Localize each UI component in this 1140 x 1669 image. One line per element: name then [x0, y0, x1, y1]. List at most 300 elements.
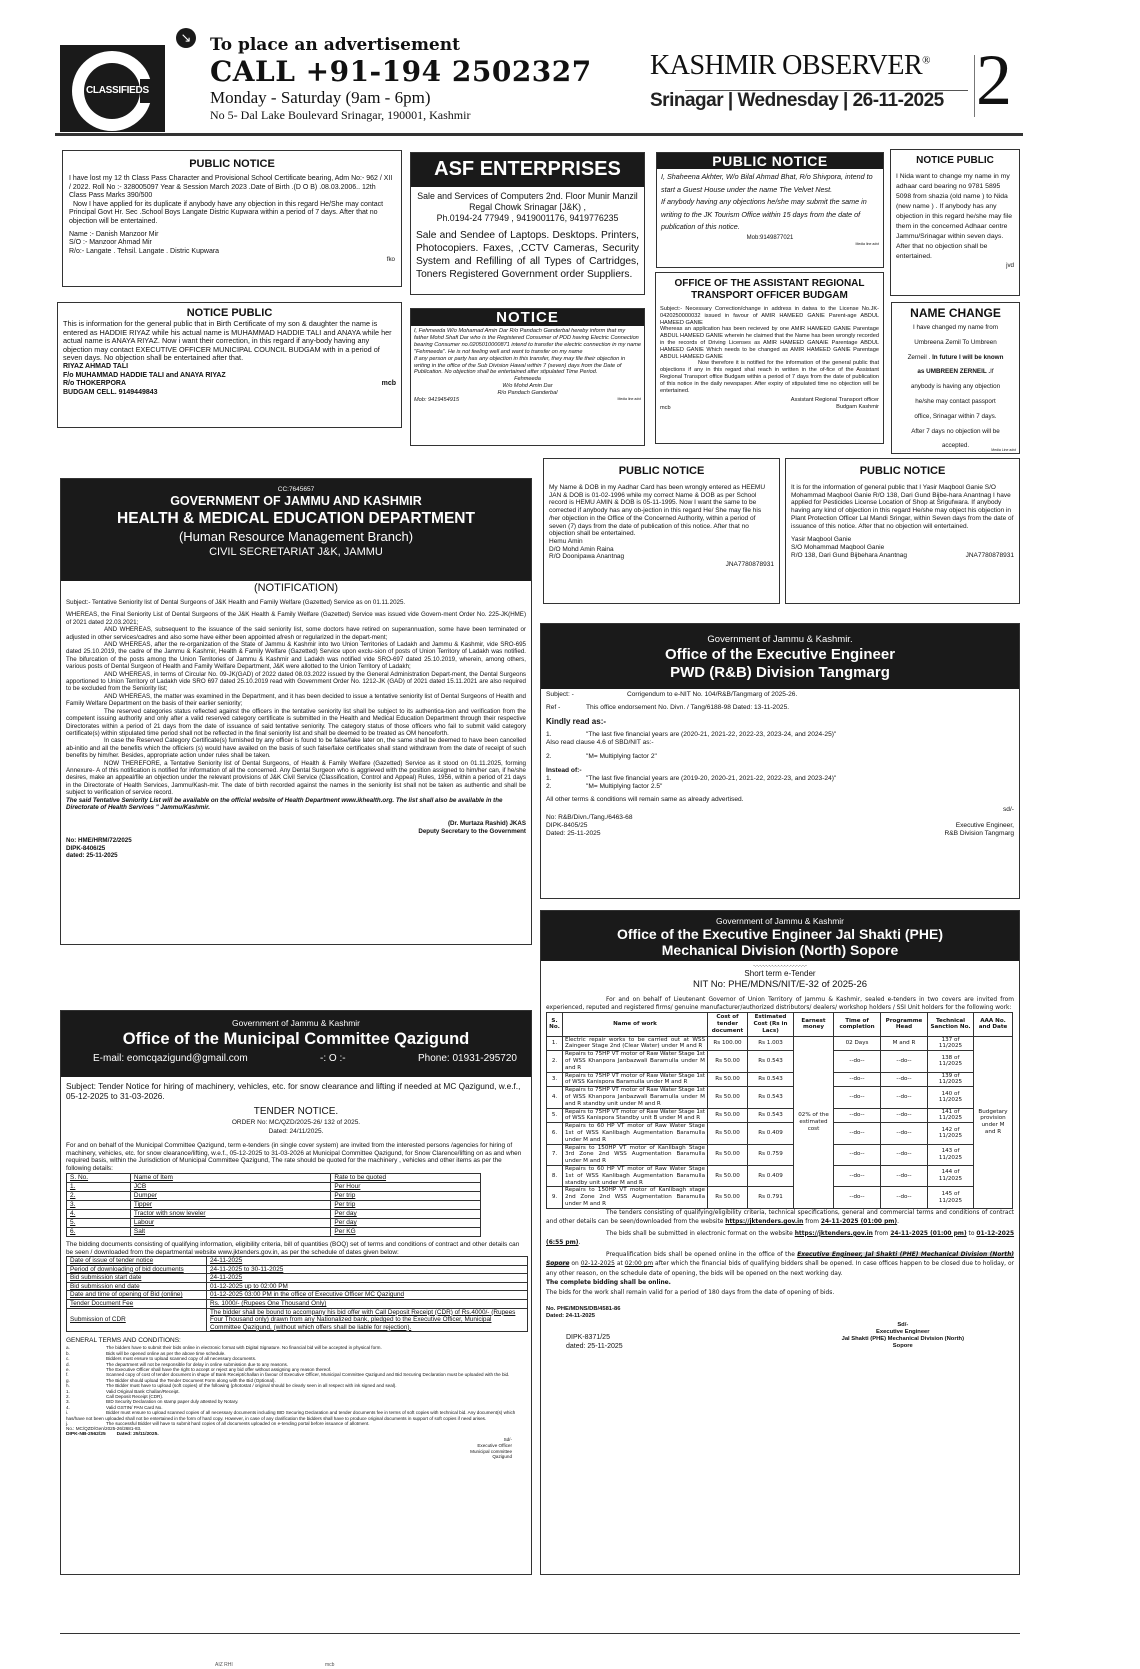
mcq-item-cell: Per trip	[331, 1192, 481, 1201]
classifieds-logo-text: CLASSIFIEDS	[86, 85, 149, 96]
asf-phone[interactable]: Ph.0194-24 77949 , 9419001176, 9419776235	[436, 213, 619, 223]
pwd-all: All other terms & conditions will remain same as already advertised.	[546, 796, 744, 803]
phe-p2d1: 24-11-2025 (01:00 pm)	[890, 1230, 967, 1237]
notice-body: I, Fehmeeda W/o Mohamad Amin Dar R/o Pandach Ganderbal hereby inform that my father Mohd Shafi Dar who is the Registered Consumer of PDD having Electric Connection bearing Consumer no.0205010000871 intend to transfer the electric connection in my name "Fehmeeda". He is not feeling well and want to transfer on my name	[414, 328, 642, 355]
phe-cell-time: --do--	[834, 1165, 881, 1186]
phe-title1: Office of the Executive Engineer Jal Shakti (PHE)	[617, 926, 943, 942]
mcq-item-cell: Per day	[331, 1210, 481, 1219]
phe-p4: The complete bidding shall be online.	[546, 1280, 671, 1287]
phe-cell-earnest: 02% of the estimated cost	[794, 1036, 834, 1208]
phe-cell-work: Repairs to 75HP VT motor of Raw Water Stage 1st of WSS Kanispora Baramulla under M and R	[563, 1072, 708, 1087]
mcq-item-row	[67, 1192, 481, 1201]
phe-cell-sanction: 138 of 11/2025	[928, 1051, 974, 1072]
phe-cell-cost-doc: Rs 50.00	[708, 1072, 748, 1087]
notice-do: D/O Mohd Amin Raina	[549, 545, 614, 553]
notice-body: Now I have applied for its duplicate if anybody have any objection in this regard He/She may contact Principal Govt Hr. Sec .School Boys Langate Distric Kupwara within a period of 7 days. After that no objection will be entertained.	[69, 200, 384, 225]
phe-cell-time: 02 Days	[834, 1036, 881, 1051]
phe-cell-aaa: Budgetary provision under M and R	[974, 1036, 1013, 1208]
pwd-refs	[546, 814, 633, 838]
pwd-title1: Office of the Executive Engineer	[664, 646, 896, 663]
pwd-tangmarg-corrigendum	[540, 623, 1020, 899]
phe-cell-cost-doc: Rs 50.00	[708, 1108, 748, 1123]
phe-p3a: Prequalification bids shall be opened online in the office of the	[606, 1251, 795, 1258]
mcq-term-text: The Bidder should upload the Tender Document Form along with the Bid (Optional).	[106, 1377, 276, 1383]
phe-p1b: from	[805, 1219, 819, 1226]
mcq-schedule-cell: The bidder shall be bound to accompany his bid offer with Call Deposit Receipt (CDR) of Rs.4000/- (Rupees Four Thousand only) drawn from any Nationalized bank, pledged to the Executive Officer, Municipal Committee Qazigund, (without which offers shall be liable for rejection).	[207, 1308, 528, 1332]
notice-name: Yasir Maqbool Ganie	[791, 536, 852, 544]
mcq-bidding: The bidding documents consisting of qualifying information, eligibility criteria, bill of quantities (BOQ) set of terms and conditions of contract and other details can be seen / downloaded from the departmental website www.jktenders.gov.in, as per the schedule of dates given below:	[66, 1241, 520, 1256]
footer-tag-a: AIZ RHI	[215, 1662, 233, 1668]
phe-cell-sanction: 142 of 11/2025	[928, 1123, 974, 1144]
pwd-read-1	[546, 731, 1014, 739]
health-sig1: (Dr. Murtaza Rashid) JKAS	[447, 820, 526, 828]
name-change-body	[895, 321, 1016, 454]
notice-title: PUBLIC NOTICE	[657, 153, 883, 169]
notice-body: My Name & DOB in my Aadhar Card has been wrongly entered as HEEMU JAN & DOB is 01-02-1996 while my correct Name & DOB as per School record is HEMU AMIN & DOB is 05-11-1995. Now I want the same to be corrected if anybody has any ob-jection in this regard He/ She may file his /her objection in the Office of the Concerned Authority, within a period of seven (7) days from the date of publication of this notice. After that no objection shall be entertained.	[549, 484, 766, 538]
phe-dipk-block	[546, 1322, 623, 1351]
mcq-schedule-row	[67, 1291, 528, 1300]
mcq-schedule-cell: 24-11-2025 to 30-11-2025	[207, 1265, 528, 1274]
nc-old-name: Zerneil .	[907, 353, 931, 361]
mcq-schedule-cell: 24-11-2025	[207, 1257, 528, 1266]
pwd-subject-row	[546, 691, 1014, 699]
mcq-item-cell: 6.	[67, 1228, 131, 1237]
mcq-item-cell: 1.	[67, 1183, 131, 1192]
phe-cell-est-cost: Rs 0.409	[748, 1165, 794, 1186]
mcq-schedule-cell: Submission of CDR	[67, 1308, 207, 1332]
phe-cell-est-cost: Rs 0.543	[748, 1087, 794, 1108]
phe-cell-sanction: 143 of 11/2025	[928, 1144, 974, 1165]
phe-cell-cost-doc: Rs 50.00	[708, 1144, 748, 1165]
phe-row	[547, 1108, 1013, 1123]
notice-name: Name :- Danish Manzoor Mir	[69, 230, 159, 238]
mcq-schedule-cell: Bid submission start date	[67, 1274, 207, 1283]
mcq-contact-row	[61, 1050, 531, 1065]
name-change-title: NAME CHANGE	[910, 306, 1001, 320]
pwd-kindly: Kindly read as:-	[546, 717, 607, 726]
mcq-no: No.: MC/QZD/Gen/2025-26/2681-83.	[66, 1426, 142, 1432]
arto-body: Whereas an application has been recieved by one AMIR HAMEED GANIE Parentage ABDUL HAMEED GANIE wherein he claimed that the Name has been wrongly recorded in the records of Driving Licenses as AMIR HAMEED GANAIE Parentage ABDUL HAMEED GANIE Which needs to be changed as AMIR HAMEED GANIE Parentage ABDUL HAMEED GANIE	[660, 326, 879, 360]
mcq-sep: -: O :-	[320, 1053, 346, 1064]
notice-tag: mcb	[381, 380, 396, 388]
notice-title: NOTICE PUBLIC	[916, 155, 994, 166]
mcq-term-key: f.	[66, 1372, 69, 1378]
mcq-items-header-cell: Rate to be quoted	[331, 1174, 481, 1183]
health-dated: dated: 25-11-2025	[66, 852, 118, 859]
mcq-items-table	[66, 1173, 481, 1237]
pwd-read-text: "The last five financial years are (2020-21, 2021-22, 2022-23, 2023-24, and 2024-25)"	[586, 731, 837, 738]
mcq-sig1: Executive Officer	[477, 1443, 512, 1449]
phe-sig3: Sopore	[892, 1343, 913, 1350]
phe-cell-sno: 6.	[547, 1123, 563, 1144]
pwd-subject: Corrigendum to e-NIT No. 104/R&B/Tangmarg of 2025-26.	[627, 691, 798, 698]
mcq-tender-notice: TENDER NOTICE.	[253, 1106, 339, 1117]
phe-header-cell: Programme Head	[881, 1013, 928, 1036]
name-change-notice	[891, 302, 1020, 454]
health-department-notification	[60, 478, 532, 945]
phe-cell-sanction: 139 of 11/2025	[928, 1072, 974, 1087]
pwd-also: Also read clause 4.6 of SBD/NIT as:-	[546, 739, 654, 746]
mcq-terms-list	[66, 1345, 526, 1426]
mcq-item-cell: Labour	[130, 1219, 331, 1228]
mcq-item-cell: 4.	[67, 1210, 131, 1219]
phe-intro: For and on behalf of Lieutenant Governor of Union Territory of Jammu & Kashmir, sealed e-tenders in two covers are invited from experienced, reputed and registered firms/ genuine manufacturer/authorized distributors/ dealers/ workshop holders / SSI Unit holders for the following work:	[546, 997, 1014, 1011]
phe-paragraphs	[546, 1209, 1014, 1299]
mcq-term-text: Valid GSTIN/ PAN Card No.	[106, 1404, 163, 1410]
pwd-footer-row	[546, 814, 1014, 838]
mc-qazigund-tender-notice	[60, 1010, 532, 1575]
health-paragraph: AND WHEREAS, subsequent to the issuance of the said seniority list, some doctors have retired on superannuation, some have been terminated or adjusted in other services/cadres and also some have either been appointed afresh or regularized in the depart-ment;	[66, 626, 526, 641]
notice-tag: Media line advt	[617, 397, 641, 402]
phe-cell-sanction: 144 of 11/2025	[928, 1165, 974, 1186]
public-notice-aadhar-correction	[543, 458, 780, 604]
mcq-item-cell: 3.	[67, 1201, 131, 1210]
mcq-schedule-cell: Date of issue of tender notice	[67, 1257, 207, 1266]
phe-row	[547, 1036, 1013, 1051]
pwd-instead-text: "M= Multiplying factor 2.5"	[586, 783, 663, 790]
phe-cell-work: Electric repair works to be carried out at WSS Zaingeer Stage 2nd (Clear Water) under M and R	[563, 1036, 708, 1051]
health-italic-note: The said Tentative Seniority List will be available on the official website of Health Department www.ikhealth.org. The list shall also be available in the Directorate of Health Services " Jammu/Kashmir.	[66, 796, 503, 811]
mcq-item-row	[67, 1219, 481, 1228]
nc-line: I have changed my name from	[912, 324, 999, 331]
mcq-item-cell: JCB	[130, 1183, 331, 1192]
phe-cell-head: --do--	[881, 1144, 928, 1165]
mcq-item-row	[67, 1201, 481, 1210]
mcq-sig3: Qazigund	[492, 1454, 512, 1460]
phe-footer-row	[546, 1322, 1014, 1351]
mcq-phone[interactable]: Phone: 01931-295720	[418, 1053, 517, 1064]
phe-row	[547, 1051, 1013, 1072]
notice-body: If any person or party has any objection in this transfer, they may file their objection in writing in the office of the Sub Division Hawal within 7 (seven) days from the Date of Publication. No objection shall be entertained after stipulated Time Period.	[414, 355, 626, 376]
mcq-schedule-cell: Bid submission end date	[67, 1282, 207, 1291]
mcq-item-cell: 5.	[67, 1219, 131, 1228]
pwd-sig1: Executive Engineer,	[955, 822, 1014, 829]
phe-dated: Dated: 24-11-2025	[546, 1313, 595, 1320]
notice-mob: Mob: 9419454915	[414, 397, 460, 404]
notice-footer-row	[414, 397, 641, 403]
mcq-term-text: Scanned copy of cost of tender document in shape of Bank Receipt/challan in favour of Executive Officer, Municipal Committee Qazigund and Bid Securing Declaration must be uploaded with the bid.	[106, 1372, 510, 1378]
phe-cell-est-cost: Rs 0.543	[748, 1072, 794, 1087]
phe-cell-cost-doc: Rs 100.00	[708, 1036, 748, 1051]
mcq-term-key: 3.	[66, 1399, 70, 1405]
pwd-ref: This office endorsement No. Divn. / Tang/6188-98 Dated: 13-11-2025.	[586, 704, 790, 711]
arto-title: TRANSPORT OFFICER BUDGAM	[691, 290, 848, 301]
phe-header-cell: AAA No. and Date	[974, 1013, 1013, 1036]
phe-p3c: at	[616, 1261, 623, 1268]
nc-tag: Media Line advt	[991, 448, 1016, 452]
mcq-dipk: DIPK-NB-2562/25	[66, 1431, 106, 1437]
phe-header-cell: Earnest money	[794, 1013, 834, 1036]
phe-dashes: -.-.-.-.-.-.-.-.-.-.-.-.-.-.-.-.-.-	[753, 963, 807, 969]
notice-content	[657, 169, 883, 249]
phe-sopore-etender	[540, 910, 1020, 1575]
nc-line: accepted.	[941, 442, 970, 450]
nc-new-name: as UMBREEN ZERNEIL .	[917, 368, 991, 376]
bottom-rule	[60, 1633, 1020, 1634]
notice-electric-connection	[410, 308, 645, 446]
phe-cell-head: --do--	[881, 1072, 928, 1087]
mcq-item-cell: Per KG	[331, 1228, 481, 1237]
page-number: 2	[976, 40, 1012, 120]
mcq-item-row	[67, 1228, 481, 1237]
phe-p2b: from	[874, 1230, 889, 1237]
arto-footer-row	[660, 397, 879, 411]
phe-header-cell: Cost of tender document	[708, 1013, 748, 1036]
phe-cell-work: Repairs to 150HP VT motor of Kanlibagh stage 2nd Zone 2nd WSS Augmentation Baramulla under M and R	[563, 1187, 708, 1208]
pwd-instead-1	[546, 775, 1014, 783]
mcq-schedule-row	[67, 1265, 528, 1274]
arto-sig2: Budgam Kashmir	[836, 404, 879, 411]
phe-cell-sno: 8.	[547, 1165, 563, 1186]
phe-row	[547, 1165, 1013, 1186]
health-paragraph: WHEREAS, the Final Seniority List of Dental Surgeons of the J&K Health & Family Welfare (Gazetted) Service was issued vide Govern-ment Order No. 225-JK(HME) of 2021 dated 22.03.2021;	[66, 611, 526, 626]
phe-p3date: 02-12-2025	[580, 1261, 615, 1268]
phe-header-cell: Estimated Cost (Rs in Lacs)	[748, 1013, 794, 1036]
mcq-dated: Dated: 24/11/2025.	[268, 1127, 324, 1135]
mcq-gtc: GENERAL TERMS AND CONDITIONS:	[66, 1337, 181, 1345]
phe-p3d: after which the financial bids of qualifying bidders shall be opened. In case offices happen to be closed due to holiday, or any other reason, on the schedule date of opening, the bids will be opened on the next working day.	[546, 1261, 1015, 1277]
phe-header-cell: Name of work	[563, 1013, 708, 1036]
masthead-divider	[974, 55, 975, 117]
phe-p3time: 02:00 pm	[624, 1261, 654, 1268]
asf-address: Sale and Services of Computers 2nd. Floor Munir Manzil Regal Chowk Srinagar [J&K) ,	[417, 191, 638, 212]
phe-p5: The bids for the work shall remain valid for a period of 180 days from the date of opening of bids.	[546, 1289, 835, 1296]
mcq-schedule-cell: Tender Document Fee	[67, 1299, 207, 1308]
asf-enterprises-ad	[410, 152, 645, 295]
call-number[interactable]: CALL +91-194 2502327	[210, 55, 592, 88]
mcq-item-cell: Salt	[130, 1228, 331, 1237]
phe-cell-head: --do--	[881, 1165, 928, 1186]
mcq-schedule-cell: Rs. 1000/- (Rupees One Thousand Only)	[207, 1299, 528, 1308]
phe-cell-work: Repairs to 60 HP VT motor of Raw Water Stage 1st of WSS Kanlibagh Augmentation Baramulla standby unit under M and R	[563, 1165, 708, 1186]
phe-p1date: 24-11-2025 (01:00 pm)	[820, 1219, 898, 1226]
phe-cell-work: Repairs to 75HP VT motor of Raw Water Stage 1st of WSS Khanpora Janbazwali Baramulla under M and R standby unit under M and R	[563, 1087, 708, 1108]
pwd-ref-label: Ref -	[546, 704, 561, 711]
phe-body	[541, 961, 1019, 1353]
office-address: No 5- Dal Lake Boulevard Srinagar, 190001, Kashmir	[210, 108, 471, 122]
mcq-schedule-row	[67, 1299, 528, 1308]
mcq-term-text: BID Security Declaration on stamp paper duly attested by Notary.	[106, 1399, 239, 1405]
notice-public-birth-certificate	[57, 302, 402, 428]
phe-no: No. PHE/MDNS/DB/4581-86	[546, 1306, 621, 1313]
public-notice-lost-certificate	[62, 150, 402, 287]
notice-mob: Mob:9149877021	[746, 234, 794, 241]
mcq-term-text: Bids will be opened online as per the above time schedule.	[106, 1350, 226, 1356]
phe-cell-est-cost: Rs 0.543	[748, 1108, 794, 1123]
notice-signatory: RIYAZ AHMAD TALI	[63, 362, 129, 370]
phe-cell-sno: 1.	[547, 1036, 563, 1051]
asf-title: ASF ENTERPRISES	[411, 153, 644, 187]
phe-cell-head: --do--	[881, 1108, 928, 1123]
phe-cell-work: Repairs to 75HP VT motor of Raw Water Stage 1st of WSS Kanispora Standby unit B under M and R	[563, 1108, 708, 1123]
mcq-schedule-row	[67, 1308, 528, 1332]
phe-header-cell: S. No.	[547, 1013, 563, 1036]
health-gov: GOVERNMENT OF JAMMU AND KASHMIR	[170, 494, 422, 508]
mcq-term-key: h.	[66, 1383, 70, 1389]
mcq-term-key: i.	[66, 1410, 69, 1416]
phe-sig1: Executive Engineer	[876, 1329, 930, 1336]
mcq-intro: For and on behalf of the Municipal Committee Qazigund, term e-tenders (in single cover system) are invited from the interested persons /agencies for hiring of machinery, vehicles, etc. for snow clearance/lifting, w.e.f., 05-12-2025 to 31-03-2026 at Municipal Committee Qazigund, for Snow Clarence/lifting on as and when required basis, within the Jurisdiction of Municipal Committee Qazigund, The rate should be quoted for the machinery , vehicles and other items as per the following details:	[66, 1142, 522, 1172]
arto-subject: Subject:- Necessary Correction/change in address in datwa to the License No.JK-0420250000032 issued in favour of AMIR HAMEED GANIE Parent-age ABDUL HAMEED GANIE	[660, 306, 879, 326]
pwd-header	[541, 624, 1019, 689]
pwd-title2: PWD (R&B) Division Tangmarg	[670, 664, 890, 681]
pwd-no: No: R&B/Divn./Tang./6463-68	[546, 814, 633, 821]
phe-p2c: to	[968, 1230, 975, 1237]
pwd-body	[541, 689, 1019, 840]
notice-code: JNA7780878931	[965, 551, 1014, 559]
health-dipk: DIPK-8406/25	[66, 844, 106, 852]
paper-name	[650, 50, 930, 82]
phe-gov: Government of Jammu & Kashmir	[715, 916, 844, 926]
pwd-instead-2	[546, 783, 1014, 791]
notice-tag: jvd	[1006, 262, 1014, 269]
mcq-schedule-row	[67, 1274, 528, 1283]
nc-line: Umbreena Zemil To Umbreen	[914, 338, 997, 346]
mcq-item-row	[67, 1210, 481, 1219]
nc-line: office, Srinagar within 7 days.	[914, 412, 997, 420]
paper-name-text: KASHMIR OBSERVER	[650, 50, 923, 81]
mcq-term-key: a.	[66, 1345, 70, 1351]
phe-cell-sanction: 145 of 11/2025	[928, 1187, 974, 1208]
phe-row	[547, 1144, 1013, 1165]
mcq-term-key: e.	[66, 1366, 70, 1372]
phe-cell-work: Repairs to 75HP VT motor of Raw Water Stage 1st of WSS Khanpora Janbazwali Baramulla under M and R	[563, 1051, 708, 1072]
notice-address: R/o THOKERPORA	[63, 380, 126, 388]
mcq-item-cell: Per trip	[331, 1201, 481, 1210]
arto-signatory	[791, 397, 879, 411]
mcq-schedule-cell: Period of downloading of bid documents	[67, 1265, 207, 1274]
health-no: No: HME/HRM/72/2025	[66, 837, 132, 845]
health-sig2: Deputy Secretary to the Government	[418, 827, 526, 835]
notice-phone: BUDGAM CELL. 9149449843	[63, 388, 158, 396]
phe-para-3	[546, 1251, 1014, 1280]
notice-tag: fko	[386, 256, 395, 264]
mcq-item-cell: Per Hour	[331, 1183, 481, 1192]
health-header	[61, 479, 531, 581]
phe-cell-est-cost: Rs 0.791	[748, 1187, 794, 1208]
phe-row	[547, 1087, 1013, 1108]
notice-ro: R/O Doonipawa Anantnag	[549, 553, 625, 561]
mcq-title: Office of the Municipal Committee Qazigund	[122, 1030, 470, 1048]
phe-row	[547, 1123, 1013, 1144]
phe-cell-cost-doc: Rs 50.00	[708, 1187, 748, 1208]
mcq-sig2: Municipal committee	[470, 1448, 512, 1454]
mcq-email[interactable]: E-mail: eomcqazigund@gmail.com	[93, 1053, 248, 1064]
mcq-signatory	[66, 1437, 526, 1459]
mcq-term-key: 4.	[66, 1404, 70, 1410]
phe-cell-time: --do--	[834, 1087, 881, 1108]
arto-budgam-notice	[655, 272, 884, 444]
masthead-bottom-rule	[55, 133, 1023, 136]
mcq-term-key: b.	[66, 1350, 70, 1356]
pwd-read-num: 2.	[546, 753, 552, 760]
phe-para-2: The bids shall be submitted in electronic format on the website https://jktenders.gov.in from 24-11-2025 (01:00 pm) to 01-12-2025 (6:55 pm).	[546, 1230, 1015, 1247]
phe-p3office: Executive Engineer, Jal Shakti (PHE) Mechanical Division (North) Sopore	[546, 1251, 1014, 1268]
classifieds-logo	[60, 45, 165, 132]
mcq-item-row	[67, 1183, 481, 1192]
pwd-instead: Instead of:-	[546, 767, 582, 774]
phe-cell-sno: 7.	[547, 1144, 563, 1165]
mcq-item-cell: Per day	[331, 1219, 481, 1228]
mcq-items-header	[67, 1174, 481, 1183]
phe-url[interactable]: https://jktenders.gov.in	[725, 1219, 804, 1226]
phe-cell-head: --do--	[881, 1087, 928, 1108]
notice-title: PUBLIC NOTICE	[859, 465, 946, 477]
phe-url-2[interactable]: https://jktenders.gov.in	[794, 1230, 873, 1237]
phe-cell-est-cost: Rs 0.759	[748, 1144, 794, 1165]
health-paragraph: AND WHEREAS, after the re-organization of the State of Jammu & Kashmir into two Union Territories of Ladakh and Jammu & Kashmir, vide SRO-695 dated 25.10.2019, the cadre of the Jammu & Kashmir, Health & Family Welfare (Gazetted) Service upon exclu-sion of posts of Union Territory of Ladakh was notified. The bifurcation of the posts among the Union Territories of Jammu & Kashmir and Ladakh was notified vide SRO-697 dated 25.10.2019, wherein, among others, various posts of Dental Surgeon of Health and Family Welfare Department, J&K were allotted to the Union Territory of Ladakh;	[66, 641, 526, 671]
pwd-subject-label: Subject: -	[546, 691, 574, 698]
mcq-body	[61, 1077, 531, 1464]
phe-header-cell: Time of completion	[834, 1013, 881, 1036]
phe-cell-est-cost: Rs 0.543	[748, 1051, 794, 1072]
mcq-term-key: g.	[66, 1377, 70, 1383]
health-cc: CC:7645657	[277, 486, 315, 493]
mcq-schedule-row	[67, 1257, 528, 1266]
notice-body: I have lost my 12 th Class Pass Character and Provisional School Certificate bearing, Adm No:- 962 / XII / 2022. Roll No :- 328005097 Year & Session March 2023 .Date of Birth .(D O B) .08.03.2006.. 12th Class Pass Marks 390/500	[69, 175, 393, 200]
notice-body: I Nida want to change my name in my adhaar card bearing no 9781 5895 5098 from shazia (old name ) to Nida (new name ) . If anybody has any objection in this regard he/she may file them in the concerned Adhaar centre Jammu/Srinagar within seven days. After that no objection shall be entertained.	[896, 173, 1012, 260]
phe-table-header	[547, 1013, 1013, 1036]
pwd-read-text: "M= Multiplying factor 2"	[586, 753, 657, 760]
public-notice-guest-house	[656, 152, 884, 268]
phe-cell-time: --do--	[834, 1108, 881, 1123]
phe-p1a: The tenders consisting of qualifying/eligibility criteria, technical specifications, general and commercial terms and conditions of contract and other details can be seen/downloaded from the website	[546, 1209, 1014, 1226]
notice-code: JNA7780878931	[725, 561, 774, 569]
mcq-term-key: 1.	[66, 1388, 70, 1394]
phe-cell-head: --do--	[881, 1187, 928, 1208]
mcq-schedule-cell: Date and time of opening of Bid (online)	[67, 1291, 207, 1300]
phe-cell-head: --do--	[881, 1051, 928, 1072]
phe-cell-sno: 3.	[547, 1072, 563, 1087]
mcq-item-cell: Tractor with snow leveler	[130, 1210, 331, 1219]
phe-p2a: The bids shall be submitted in electronic format on the website	[606, 1230, 793, 1237]
mcq-term-text: Call Deposit Receipt (CDR).	[106, 1394, 164, 1399]
notice-footer-row	[791, 552, 1014, 560]
mcq-term-text: The Executive Officer shall have the right to accept or reject any bid offer without assigning any reason thereof.	[106, 1366, 332, 1372]
phe-works-table	[546, 1012, 1013, 1209]
notice-title: NOTICE	[411, 309, 644, 326]
notice-ro: R/o:- Langate . Tehsil. Langate . Distric Kupwara	[69, 247, 220, 255]
mcq-gov: Government of Jammu & Kashmir	[231, 1018, 360, 1028]
phe-cell-cost-doc: Rs 50.00	[708, 1051, 748, 1072]
mcq-term-text: Bidders must ensure to upload scanned copy of all necessary documents.	[106, 1356, 257, 1362]
phe-cell-cost-doc: Rs 50.00	[708, 1123, 748, 1144]
pwd-instead-num: 1.	[546, 775, 552, 782]
mcq-term-text: The department will not be responsible for delay in online submission due to any reasons.	[106, 1361, 289, 1367]
phe-para-1: The tenders consisting of qualifying/eligibility criteria, technical specifications, general and commercial terms and conditions of contract and other details can be seen/downloaded from the website https://jktenders.gov.in from 24-11-2025 (01:00 pm).	[546, 1209, 1014, 1226]
notice-tag: Media line advt	[855, 241, 879, 246]
phe-dipk: DIPK-8371/25	[566, 1334, 610, 1342]
health-dept: HEALTH & MEDICAL EDUCATION DEPARTMENT	[117, 510, 475, 527]
notice-ro: R/O 138, Dari Gund Bijbehara Anantnag	[791, 551, 907, 559]
place-ad-label: To place an advertisement	[210, 35, 460, 55]
phe-cell-work: Repairs to 60 HP VT motor of Raw Water Stage 1st of WSS Kanlibagh Augmentation Baramulla under M and R	[563, 1123, 708, 1144]
health-branch: (Human Resource Management Branch)	[178, 529, 414, 544]
notice-sig: Fehmeeda	[514, 376, 541, 383]
mcq-items-header-cell: S. No.	[67, 1174, 131, 1183]
phe-dated2: dated: 25-11-2025	[566, 1342, 623, 1350]
phe-cell-sanction: 141 of 11/2025	[928, 1108, 974, 1123]
mcq-item-cell: Tipper	[130, 1201, 331, 1210]
phe-cell-head: --do--	[881, 1123, 928, 1144]
pwd-instead-num: 2.	[546, 783, 552, 790]
health-paragraph: In case the Reserved Category Certificate(s) furnished by any officer is found to be false/fake later on, the same shall be deemed to have been cancelled ab-initio and all the benefits which the officiers (s) would have availed on the basis of such false/fake certificates shall stand withdrawn from the date of receipt of such benefits by him/her. Besides, appropriate action under rules shall be taken.	[66, 737, 526, 760]
phe-cell-sanction: 140 of 11/2025	[928, 1087, 974, 1108]
office-hours: Monday - Saturday (9am - 6pm)	[210, 88, 431, 107]
nc-line: anybody is having any objection	[910, 383, 1001, 391]
mcq-header	[61, 1011, 531, 1077]
phe-header	[541, 911, 1019, 961]
